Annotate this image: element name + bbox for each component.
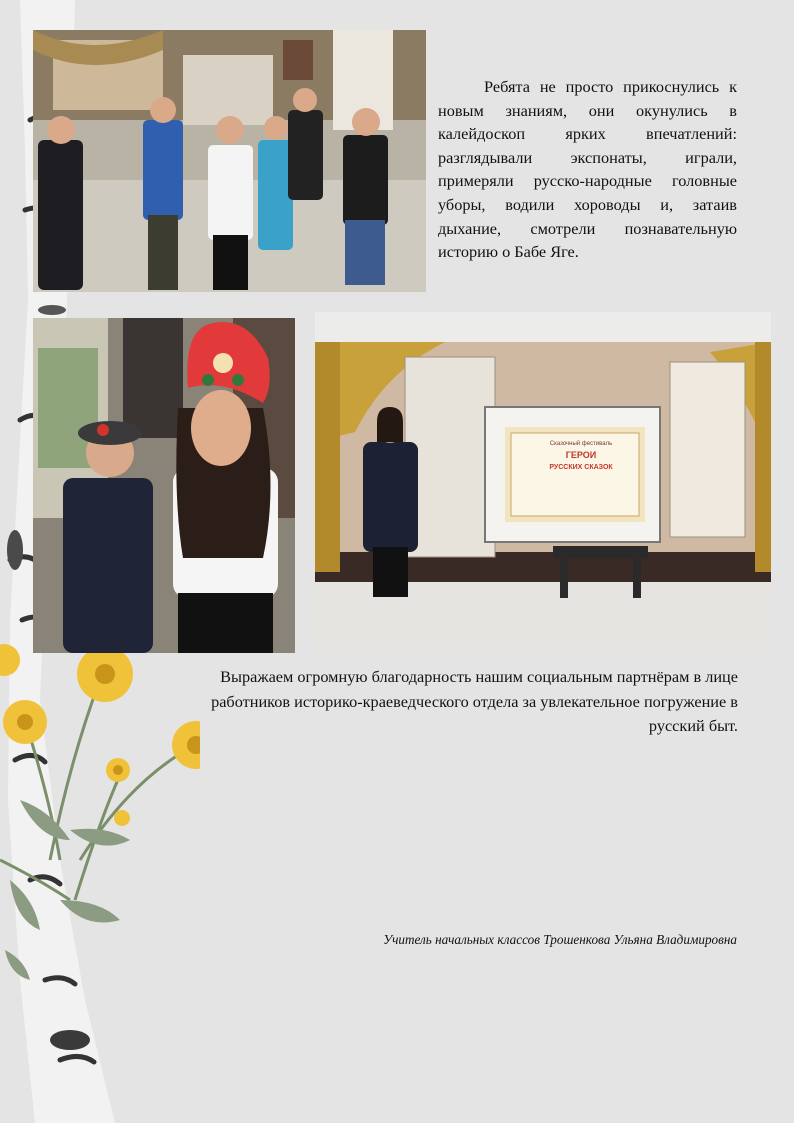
slide-title [525, 440, 637, 474]
photo-children-dancing [33, 30, 426, 292]
slide-line-3: РУССКИХ СКАЗОК [549, 464, 613, 471]
signature: Учитель начальных классов Трошенкова Ульяна Владимировна [383, 932, 737, 947]
intro-paragraph: Ребята не просто прикоснулись к новым знаниям, они окунулись в калейдоскоп ярких впечатлений: разглядывали экспонаты, играли, примеряли русско-народные головные уборы, водили хороводы и, затаив дыхание, смотрели познавательную историю о Бабе Яге. [438, 77, 737, 262]
thanks-paragraph: Выражаем огромную благодарность нашим социальным партнёрам в лице работников историко-краеведческого отдела за увлекательное погружение в русский быт. [211, 667, 738, 735]
photo-presentation-hall [315, 312, 771, 654]
slide-line-1: Сказочный фестиваль [549, 441, 613, 447]
photo-kokoshnik [33, 318, 295, 653]
slide-line-2: ГЕРОИ [565, 450, 597, 460]
